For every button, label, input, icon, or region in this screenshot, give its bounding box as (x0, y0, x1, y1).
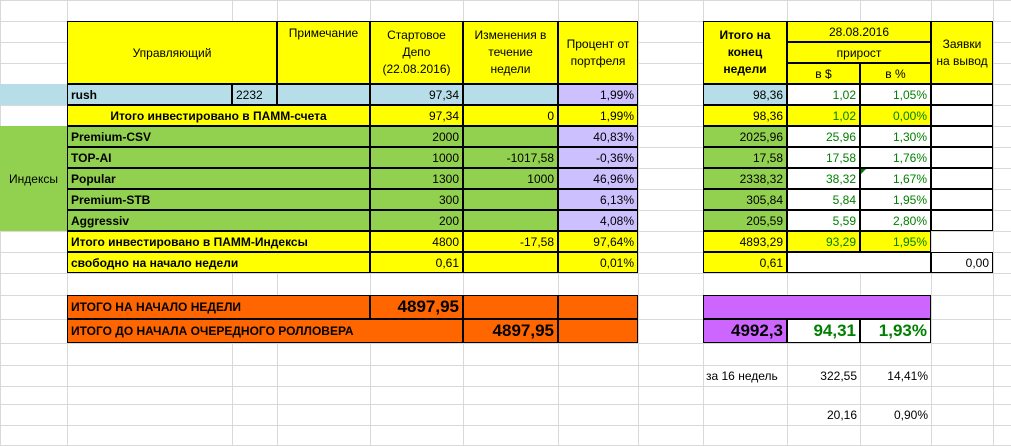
index-change[interactable] (463, 189, 558, 210)
header-changes[interactable]: Изменения в течение недели (463, 21, 558, 84)
index-gain-pct[interactable]: 2,80% (860, 210, 931, 231)
index-gain-usd[interactable]: 5,84 (787, 189, 860, 210)
indices-total-gain-usd[interactable]: 93,29 (787, 231, 860, 252)
pamm-total-gain-pct[interactable]: 0,00% (860, 105, 931, 126)
header-withdraw[interactable]: Заявки на вывод (931, 21, 993, 84)
summary-end-gain-pct[interactable]: 1,93% (860, 319, 931, 343)
avg-pct[interactable]: 0,90% (893, 407, 928, 422)
summary-roll-label[interactable]: ИТОГО ДО НАЧАЛА ОЧЕРЕДНОГО РОЛЛОВЕРА (67, 319, 463, 343)
summary-roll-value[interactable]: 4897,95 (463, 319, 558, 343)
pamm-withdraw[interactable] (931, 84, 993, 105)
index-gain-usd[interactable]: 38,32 (787, 168, 860, 189)
weeks-label[interactable]: за 16 недель (706, 368, 778, 383)
indices-total-gain-pct[interactable]: 1,95% (860, 231, 931, 252)
free-end[interactable]: 0,61 (703, 252, 787, 273)
summary-end-gain-usd[interactable]: 94,31 (787, 319, 860, 343)
pamm-gain-usd[interactable]: 1,02 (787, 84, 860, 105)
summary-start-label[interactable]: ИТОГО НА НАЧАЛО НЕДЕЛИ (67, 295, 370, 319)
index-gain-pct[interactable]: 1,67% (860, 168, 931, 189)
weeks-usd[interactable]: 322,55 (820, 368, 857, 383)
weeks-pct[interactable]: 14,41% (887, 368, 928, 383)
header-end-week[interactable]: Итого на конец недели (703, 21, 787, 84)
index-withdraw[interactable] (931, 168, 993, 189)
header-manager[interactable]: Управляющий (67, 21, 277, 84)
summary-start-blank2[interactable] (558, 295, 638, 319)
summary-end-value[interactable]: 4992,3 (703, 319, 787, 343)
header-date[interactable]: 28.08.2016 (787, 21, 931, 42)
free-change[interactable] (463, 252, 558, 273)
index-start[interactable]: 1000 (370, 147, 463, 168)
index-end[interactable]: 2025,96 (703, 126, 787, 147)
pamm-row-marker (0, 84, 67, 105)
pamm-name[interactable]: rush (67, 84, 232, 105)
index-start[interactable]: 2000 (370, 126, 463, 147)
index-end[interactable]: 2338,32 (703, 168, 787, 189)
index-gain-usd[interactable]: 17,58 (787, 147, 860, 168)
summary-roll-blank[interactable] (558, 319, 638, 343)
index-pct[interactable]: 46,96% (558, 168, 638, 189)
pamm-total-withdraw[interactable] (931, 105, 993, 126)
header-growth[interactable]: прирост (787, 42, 931, 63)
index-pct[interactable]: 4,08% (558, 210, 638, 231)
index-name[interactable]: Popular (67, 168, 370, 189)
indices-label[interactable]: Индексы (0, 126, 67, 231)
free-start[interactable]: 0,61 (370, 252, 463, 273)
pamm-total-end[interactable]: 98,36 (703, 105, 787, 126)
index-withdraw[interactable] (931, 189, 993, 210)
header-percent[interactable]: Процент от портфеля (558, 21, 638, 84)
pamm-total-change[interactable]: 0 (463, 105, 558, 126)
index-change[interactable]: -1017,58 (463, 147, 558, 168)
index-pct[interactable]: 40,83% (558, 126, 638, 147)
index-pct[interactable]: -0,36% (558, 147, 638, 168)
index-name[interactable]: Premium-CSV (67, 126, 370, 147)
summary-start-value[interactable]: 4897,95 (370, 295, 463, 319)
index-start[interactable]: 1300 (370, 168, 463, 189)
pamm-pct[interactable]: 1,99% (558, 84, 638, 105)
avg-usd[interactable]: 20,16 (826, 407, 857, 422)
index-start[interactable]: 300 (370, 189, 463, 210)
indices-total-change[interactable]: -17,58 (463, 231, 558, 252)
indices-total-end[interactable]: 4893,29 (703, 231, 787, 252)
indices-total-pct[interactable]: 97,64% (558, 231, 638, 252)
index-withdraw[interactable] (931, 210, 993, 231)
pamm-start[interactable]: 97,34 (370, 84, 463, 105)
indices-total-start[interactable]: 4800 (370, 231, 463, 252)
header-usd[interactable]: в $ (787, 63, 860, 84)
free-pct[interactable]: 0,01% (558, 252, 638, 273)
index-end[interactable]: 17,58 (703, 147, 787, 168)
index-name[interactable]: Premium-STB (67, 189, 370, 210)
indices-total-label[interactable]: Итого инвестировано в ПАММ-Индексы (67, 231, 370, 252)
index-withdraw[interactable] (931, 147, 993, 168)
index-gain-pct[interactable]: 1,76% (860, 147, 931, 168)
free-label[interactable]: свободно на начало недели (67, 252, 370, 273)
header-pct[interactable]: в % (860, 63, 931, 84)
header-start-depo[interactable]: Стартовое Депо (22.08.2016) (370, 21, 463, 84)
pamm-gain-pct[interactable]: 1,05% (860, 84, 931, 105)
index-name[interactable]: Aggressiv (67, 210, 370, 231)
index-gain-pct[interactable]: 1,95% (860, 189, 931, 210)
pamm-total-gain-usd[interactable]: 1,02 (787, 105, 860, 126)
index-gain-usd[interactable]: 5,59 (787, 210, 860, 231)
index-change[interactable] (463, 210, 558, 231)
index-gain-usd[interactable]: 25,96 (787, 126, 860, 147)
index-end[interactable]: 305,84 (703, 189, 787, 210)
pamm-note[interactable] (277, 84, 370, 105)
pamm-total-pct[interactable]: 1,99% (558, 105, 638, 126)
index-withdraw[interactable] (931, 126, 993, 147)
free-withdraw[interactable]: 0,00 (931, 252, 993, 273)
index-change[interactable] (463, 126, 558, 147)
summary-start-blank[interactable] (463, 295, 558, 319)
pamm-change[interactable] (463, 84, 558, 105)
summary-end-header[interactable] (703, 295, 931, 319)
index-gain-pct[interactable]: 1,30% (860, 126, 931, 147)
index-start[interactable]: 200 (370, 210, 463, 231)
pamm-id[interactable]: 2232 (232, 84, 277, 105)
index-name[interactable]: TOP-AI (67, 147, 370, 168)
free-gain[interactable] (787, 252, 931, 273)
pamm-end[interactable]: 98,36 (703, 84, 787, 105)
pamm-total-start[interactable]: 97,34 (370, 105, 463, 126)
index-change[interactable]: 1000 (463, 168, 558, 189)
pamm-total-label[interactable]: Итого инвестировано в ПАММ-счета (67, 105, 370, 126)
index-end[interactable]: 205,59 (703, 210, 787, 231)
index-pct[interactable]: 6,13% (558, 189, 638, 210)
header-note[interactable]: Примечание (277, 21, 370, 84)
